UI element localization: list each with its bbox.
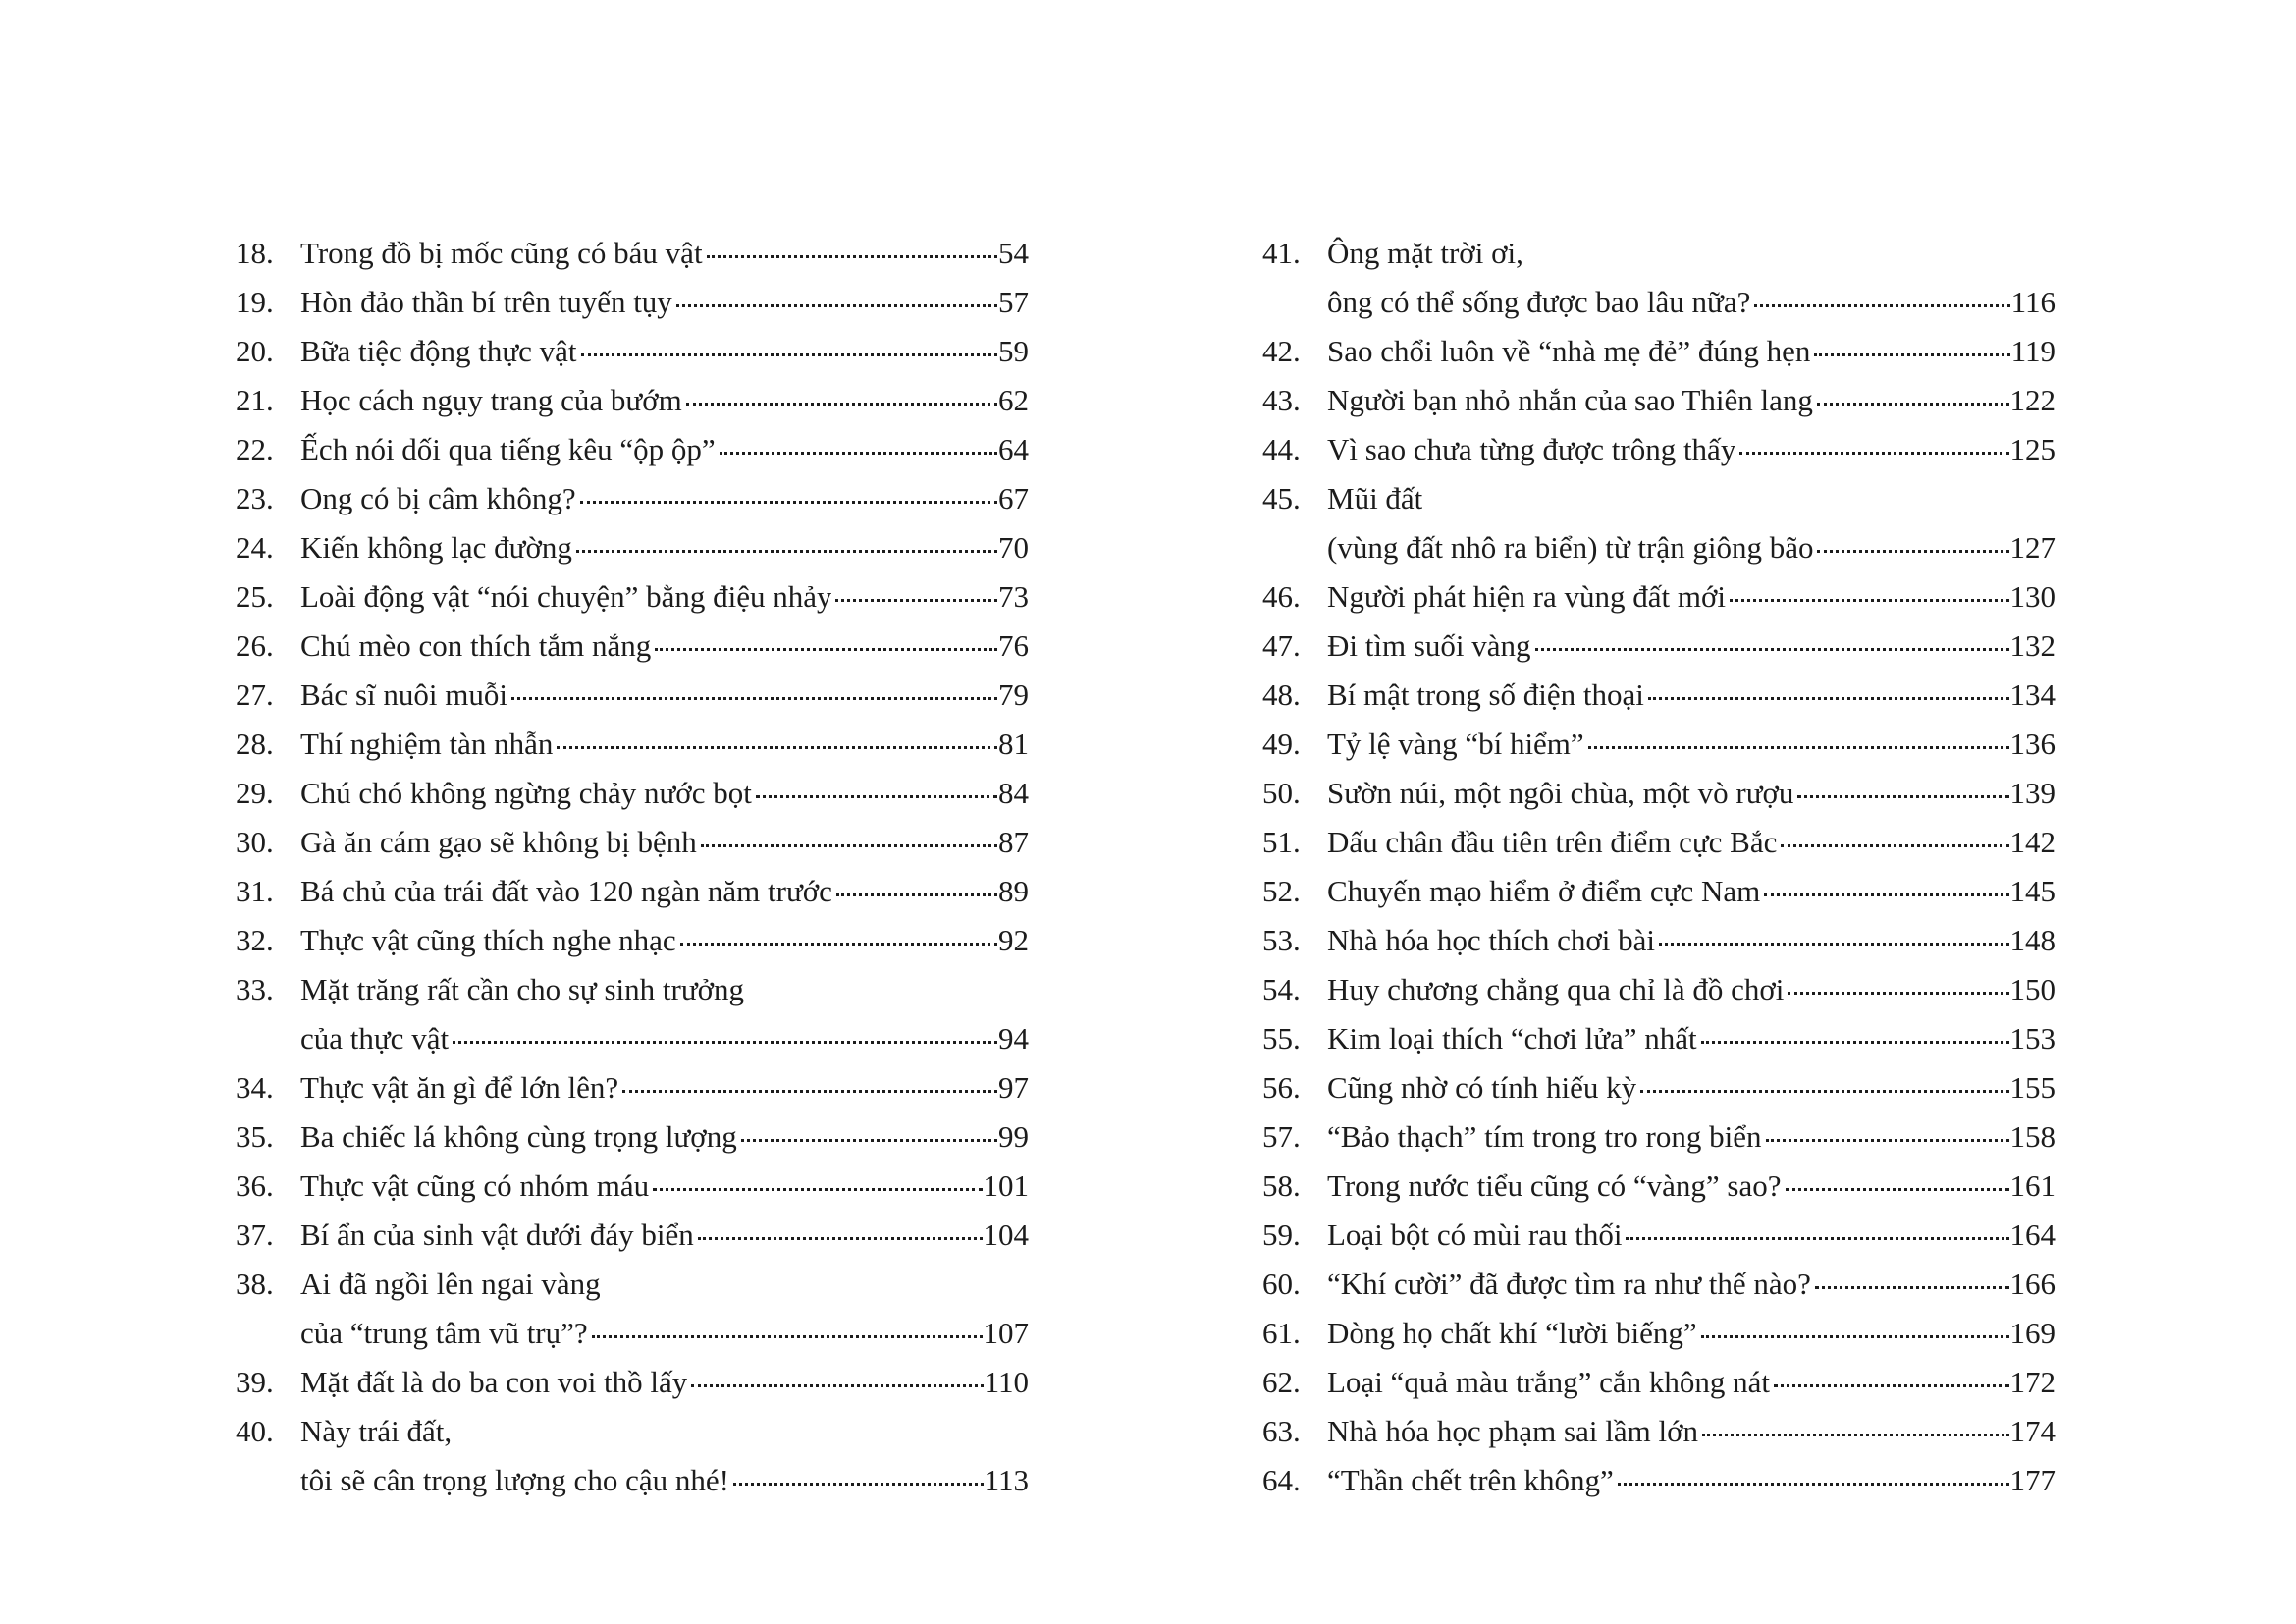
entry-page-number: 113 — [984, 1463, 1029, 1497]
entry-title: Loại “quả màu trắng” cắn không nát — [1327, 1365, 1771, 1399]
toc-entry-line — [236, 572, 1029, 622]
dot-leader — [1754, 304, 2009, 307]
entry-page-number: 169 — [2009, 1316, 2056, 1350]
dot-leader — [741, 1139, 997, 1142]
dot-leader — [1659, 943, 2008, 946]
entry-page-number: 107 — [983, 1316, 1029, 1350]
dot-leader — [1702, 1434, 2009, 1436]
entry-number: 52. — [1262, 874, 1301, 908]
entry-number: 29. — [236, 776, 274, 810]
entry-page-number: 142 — [2009, 825, 2056, 859]
toc-entry-line — [236, 1112, 1029, 1162]
entry-title: Ba chiếc lá không cùng trọng lượng — [300, 1119, 737, 1154]
entry-title: (vùng đất nhô ra biển) từ trận giông bão — [1327, 530, 1814, 565]
entry-page-number: 73 — [998, 579, 1029, 614]
dot-leader — [720, 452, 997, 455]
toc-entry-line — [236, 965, 1029, 1014]
entry-number: 45. — [1262, 481, 1301, 515]
entry-number: 47. — [1262, 628, 1301, 663]
entry-number: 26. — [236, 628, 274, 663]
entry-title: Nhà hóa học thích chơi bài — [1327, 923, 1656, 957]
entry-page-number: 84 — [998, 776, 1029, 810]
toc-entry-line — [236, 1309, 1029, 1358]
entry-number: 39. — [236, 1365, 274, 1399]
dot-leader — [835, 599, 997, 602]
entry-page-number: 54 — [998, 236, 1029, 270]
dot-leader — [1766, 1139, 2009, 1142]
toc-entry-line — [1262, 376, 2056, 425]
entry-page-number: 125 — [2009, 432, 2056, 466]
dot-leader — [1626, 1237, 2008, 1240]
entry-page-number: 150 — [2009, 972, 2056, 1006]
entry-number: 33. — [236, 972, 274, 1006]
dot-leader — [836, 893, 997, 896]
entry-number: 31. — [236, 874, 274, 908]
toc-entry-line — [1262, 671, 2056, 720]
entry-page-number: 76 — [998, 628, 1029, 663]
dot-leader — [1774, 1384, 2008, 1387]
dot-leader — [511, 697, 997, 700]
toc-entry-line — [1262, 1358, 2056, 1407]
entry-title: “Thần chết trên không” — [1327, 1463, 1614, 1497]
entry-page-number: 166 — [2009, 1267, 2056, 1301]
toc-entry-line — [236, 622, 1029, 671]
entry-number: 62. — [1262, 1365, 1301, 1399]
toc-entry-line — [236, 1407, 1029, 1456]
entry-number: 22. — [236, 432, 274, 466]
toc-column-right — [1262, 229, 2056, 1505]
entry-title: Chú chó không ngừng chảy nước bọt — [300, 776, 752, 810]
entry-number: 48. — [1262, 677, 1301, 712]
toc-entry-line — [236, 1456, 1029, 1505]
entry-page-number: 172 — [2009, 1365, 2056, 1399]
entry-number: 37. — [236, 1218, 274, 1252]
dot-leader — [1788, 992, 2008, 995]
entry-title: Thực vật cũng có nhóm máu — [300, 1168, 650, 1203]
dot-leader — [756, 795, 997, 798]
dot-leader — [1815, 1286, 2009, 1289]
entry-number: 41. — [1262, 236, 1301, 270]
entry-title: Huy chương chẳng qua chỉ là đồ chơi — [1327, 972, 1785, 1006]
entry-number: 38. — [236, 1267, 274, 1301]
entry-page-number: 110 — [984, 1365, 1029, 1399]
entry-title: Học cách ngụy trang của bướm — [300, 383, 682, 417]
toc-entry-line — [236, 1358, 1029, 1407]
dot-leader — [576, 550, 997, 553]
dot-leader — [707, 255, 997, 258]
dot-leader — [1739, 452, 2008, 455]
entry-page-number: 81 — [998, 727, 1029, 761]
entry-title: Ông mặt trời ơi, — [1327, 236, 1523, 270]
entry-title: Thực vật cũng thích nghe nhạc — [300, 923, 676, 957]
toc-entry-line — [1262, 229, 2056, 278]
entry-page-number: 155 — [2009, 1070, 2056, 1105]
toc-entry-line — [236, 916, 1029, 965]
entry-title: Người phát hiện ra vùng đất mới — [1327, 579, 1727, 614]
toc-entry-line — [1262, 327, 2056, 376]
entry-title: Tỷ lệ vàng “bí hiểm” — [1327, 727, 1584, 761]
toc-entry-line — [1262, 572, 2056, 622]
dot-leader — [691, 1384, 983, 1387]
toc-entry-line — [1262, 1014, 2056, 1063]
entry-page-number: 145 — [2009, 874, 2056, 908]
entry-title: Mặt đất là do ba con voi thồ lấy — [300, 1365, 688, 1399]
entry-title: Kiến không lạc đường — [300, 530, 572, 565]
dot-leader — [1781, 844, 2008, 847]
dot-leader — [1535, 648, 2009, 651]
entry-title: của thực vật — [300, 1021, 450, 1056]
dot-leader — [1814, 353, 2009, 356]
dot-leader — [1817, 403, 2009, 406]
entry-number: 28. — [236, 727, 274, 761]
entry-number: 43. — [1262, 383, 1301, 417]
entry-page-number: 139 — [2009, 776, 2056, 810]
toc-column-left — [236, 229, 1029, 1505]
entry-number: 64. — [1262, 1463, 1301, 1497]
entry-page-number: 57 — [998, 285, 1029, 319]
toc-entry-line — [1262, 867, 2056, 916]
toc-entry-line — [236, 229, 1029, 278]
entry-page-number: 177 — [2009, 1463, 2056, 1497]
entry-title: Gà ăn cám gạo sẽ không bị bệnh — [300, 825, 697, 859]
entry-page-number: 79 — [998, 677, 1029, 712]
dot-leader — [1764, 893, 2008, 896]
toc-entry-line — [236, 1162, 1029, 1211]
entry-number: 50. — [1262, 776, 1301, 810]
toc-entry-line — [1262, 474, 2056, 523]
entry-title: Đi tìm suối vàng — [1327, 628, 1531, 663]
entry-title: Bí mật trong số điện thoại — [1327, 677, 1644, 712]
entry-title: của “trung tâm vũ trụ”? — [300, 1316, 588, 1350]
entry-number: 49. — [1262, 727, 1301, 761]
entry-number: 24. — [236, 530, 274, 565]
toc-entry-line — [236, 1211, 1029, 1260]
entry-title: Vì sao chưa từng được trông thấy — [1327, 432, 1736, 466]
entry-number: 61. — [1262, 1316, 1301, 1350]
entry-page-number: 62 — [998, 383, 1029, 417]
entry-number: 34. — [236, 1070, 274, 1105]
entry-title: Hòn đảo thần bí trên tuyến tụy — [300, 285, 672, 319]
entry-title: Bá chủ của trái đất vào 120 ngàn năm trước — [300, 874, 832, 908]
entry-number: 18. — [236, 236, 274, 270]
entry-number: 42. — [1262, 334, 1301, 368]
entry-page-number: 153 — [2009, 1021, 2056, 1056]
toc-entry-line — [236, 474, 1029, 523]
dot-leader — [680, 943, 997, 946]
dot-leader — [733, 1483, 984, 1486]
toc-entry-line — [1262, 769, 2056, 818]
entry-number: 56. — [1262, 1070, 1301, 1105]
toc-entry-line — [1262, 622, 2056, 671]
dot-leader — [686, 403, 997, 406]
entry-title: Ai đã ngồi lên ngai vàng — [300, 1267, 601, 1301]
entry-page-number: 158 — [2009, 1119, 2056, 1154]
dot-leader — [1701, 1335, 2009, 1338]
entry-number: 32. — [236, 923, 274, 957]
entry-title: “Khí cười” đã được tìm ra như thế nào? — [1327, 1267, 1811, 1301]
toc-entry-line — [1262, 720, 2056, 769]
entry-title: Người bạn nhỏ nhắn của sao Thiên lang — [1327, 383, 1813, 417]
entry-number: 60. — [1262, 1267, 1301, 1301]
toc-entry-line — [236, 818, 1029, 867]
entry-title: Bữa tiệc động thực vật — [300, 334, 577, 368]
entry-title: Ong có bị câm không? — [300, 481, 576, 515]
dot-leader — [1701, 1041, 2009, 1044]
entry-title: ông có thể sống được bao lâu nữa? — [1327, 285, 1751, 319]
entry-page-number: 161 — [2009, 1168, 2056, 1203]
entry-title: tôi sẽ cân trọng lượng cho cậu nhé! — [300, 1463, 729, 1497]
entry-number: 54. — [1262, 972, 1301, 1006]
entry-page-number: 148 — [2009, 923, 2056, 957]
toc-entry-line — [236, 278, 1029, 327]
entry-page-number: 70 — [998, 530, 1029, 565]
entry-page-number: 174 — [2009, 1414, 2056, 1448]
entry-page-number: 67 — [998, 481, 1029, 515]
entry-title: Loại bột có mùi rau thối — [1327, 1218, 1623, 1252]
dot-leader — [701, 844, 997, 847]
toc-entry-line — [1262, 1211, 2056, 1260]
toc-entry-line — [1262, 1456, 2056, 1505]
toc-entry-line — [236, 1063, 1029, 1112]
entry-title: “Bảo thạch” tím trong tro rong biển — [1327, 1119, 1762, 1154]
entry-page-number: 136 — [2009, 727, 2056, 761]
entry-number: 21. — [236, 383, 274, 417]
entry-page-number: 134 — [2009, 677, 2056, 712]
toc-entry-line — [236, 327, 1029, 376]
toc-entry-line — [1262, 278, 2056, 327]
toc-entry-line — [236, 671, 1029, 720]
entry-number: 36. — [236, 1168, 274, 1203]
entry-page-number: 119 — [2010, 334, 2056, 368]
toc-entry-line — [1262, 965, 2056, 1014]
entry-page-number: 92 — [998, 923, 1029, 957]
entry-title: Chuyến mạo hiểm ở điểm cực Nam — [1327, 874, 1761, 908]
entry-title: Chú mèo con thích tắm nắng — [300, 628, 652, 663]
entry-number: 23. — [236, 481, 274, 515]
entry-title: Bác sĩ nuôi muỗi — [300, 677, 507, 712]
entry-title: Mặt trăng rất cần cho sự sinh trưởng — [300, 972, 745, 1006]
entry-page-number: 130 — [2009, 579, 2056, 614]
entry-number: 27. — [236, 677, 274, 712]
dot-leader — [655, 648, 997, 651]
entry-page-number: 59 — [998, 334, 1029, 368]
toc-entry-line — [1262, 1063, 2056, 1112]
toc-entry-line — [236, 1014, 1029, 1063]
toc-entry-line — [236, 376, 1029, 425]
dot-leader — [1640, 1090, 2008, 1093]
toc-entry-line — [1262, 818, 2056, 867]
toc-entry-line — [1262, 1112, 2056, 1162]
entry-number: 40. — [236, 1414, 274, 1448]
entry-title: Thực vật ăn gì để lớn lên? — [300, 1070, 619, 1105]
toc-entry-line — [236, 425, 1029, 474]
entry-number: 44. — [1262, 432, 1301, 466]
dot-leader — [1817, 550, 2008, 553]
entry-number: 20. — [236, 334, 274, 368]
toc-entry-line — [236, 867, 1029, 916]
dot-leader — [676, 304, 997, 307]
dot-leader — [592, 1335, 983, 1338]
entry-page-number: 132 — [2009, 628, 2056, 663]
entry-page-number: 87 — [998, 825, 1029, 859]
entry-number: 46. — [1262, 579, 1301, 614]
entry-page-number: 164 — [2009, 1218, 2056, 1252]
dot-leader — [1797, 795, 2008, 798]
entry-title: Ếch nói dối qua tiếng kêu “ộp ộp” — [300, 432, 716, 466]
toc-entry-line — [236, 720, 1029, 769]
toc-entry-line — [236, 1260, 1029, 1309]
entry-page-number: 97 — [998, 1070, 1029, 1105]
entry-page-number: 99 — [998, 1119, 1029, 1154]
dot-leader — [1730, 599, 2008, 602]
dot-leader — [1588, 746, 2009, 749]
dot-leader — [453, 1041, 997, 1044]
entry-title: Cũng nhờ có tính hiếu kỳ — [1327, 1070, 1637, 1105]
dot-leader — [580, 501, 997, 504]
entry-title: Sườn núi, một ngôi chùa, một vò rượu — [1327, 776, 1794, 810]
entry-title: Dấu chân đầu tiên trên điểm cực Bắc — [1327, 825, 1778, 859]
dot-leader — [1618, 1483, 2009, 1486]
entry-number: 59. — [1262, 1218, 1301, 1252]
entry-title: Mũi đất — [1327, 481, 1423, 515]
entry-title: Nhà hóa học phạm sai lầm lớn — [1327, 1414, 1698, 1448]
entry-page-number: 104 — [983, 1218, 1029, 1252]
entry-number: 35. — [236, 1119, 274, 1154]
dot-leader — [1786, 1188, 2009, 1191]
entry-title: Sao chổi luôn về “nhà mẹ đẻ” đúng hẹn — [1327, 334, 1811, 368]
entry-title: Bí ẩn của sinh vật dưới đáy biển — [300, 1218, 694, 1252]
entry-number: 51. — [1262, 825, 1301, 859]
toc-entry-line — [1262, 1260, 2056, 1309]
entry-page-number: 89 — [998, 874, 1029, 908]
entry-title: Loài động vật “nói chuyện” bằng điệu nhảy — [300, 579, 832, 614]
toc-entry-line — [1262, 916, 2056, 965]
toc-entry-line — [236, 769, 1029, 818]
toc-entry-line — [236, 523, 1029, 572]
entry-number: 19. — [236, 285, 274, 319]
toc-entry-line — [1262, 1162, 2056, 1211]
entry-page-number: 101 — [983, 1168, 1029, 1203]
entry-title: Trong nước tiểu cũng có “vàng” sao? — [1327, 1168, 1782, 1203]
dot-leader — [698, 1237, 983, 1240]
dot-leader — [1648, 697, 2009, 700]
toc-entry-line — [1262, 1309, 2056, 1358]
dot-leader — [581, 353, 997, 356]
entry-title: Kim loại thích “chơi lửa” nhất — [1327, 1021, 1697, 1056]
toc-entry-line — [1262, 1407, 2056, 1456]
entry-page-number: 116 — [2010, 285, 2056, 319]
toc-entry-line — [1262, 523, 2056, 572]
entry-number: 63. — [1262, 1414, 1301, 1448]
entry-page-number: 122 — [2009, 383, 2056, 417]
entry-number: 57. — [1262, 1119, 1301, 1154]
entry-title: Này trái đất, — [300, 1414, 453, 1448]
dot-leader — [557, 746, 997, 749]
dot-leader — [653, 1188, 982, 1191]
entry-title: Trong đồ bị mốc cũng có báu vật — [300, 236, 703, 270]
toc-entry-line — [1262, 425, 2056, 474]
entry-number: 30. — [236, 825, 274, 859]
entry-page-number: 64 — [998, 432, 1029, 466]
entry-number: 58. — [1262, 1168, 1301, 1203]
entry-number: 53. — [1262, 923, 1301, 957]
entry-title: Thí nghiệm tàn nhẫn — [300, 727, 554, 761]
dot-leader — [622, 1090, 997, 1093]
entry-title: Dòng họ chất khí “lười biếng” — [1327, 1316, 1697, 1350]
entry-page-number: 94 — [998, 1021, 1029, 1056]
entry-number: 25. — [236, 579, 274, 614]
entry-number: 55. — [1262, 1021, 1301, 1056]
entry-page-number: 127 — [2009, 530, 2056, 565]
